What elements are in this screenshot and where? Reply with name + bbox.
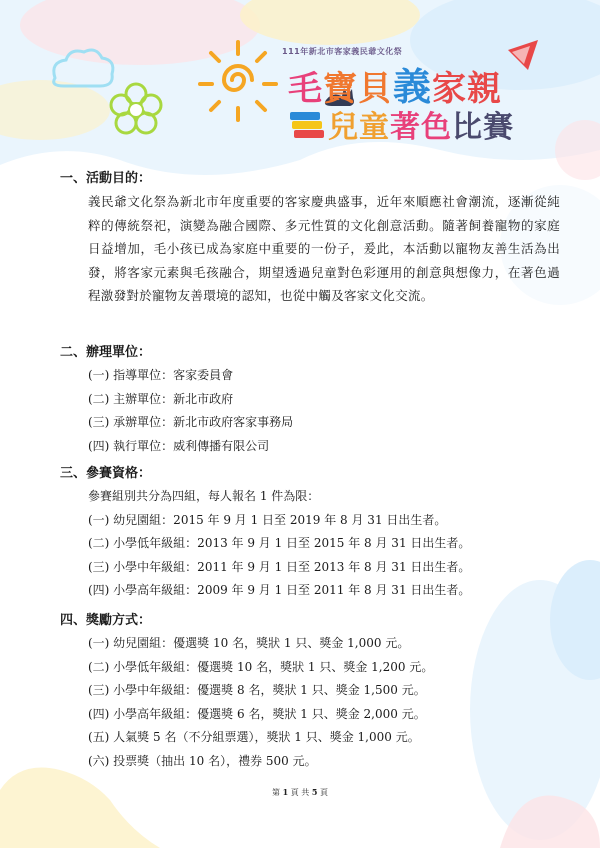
list-item: (二) 小學低年級組：優選獎 10 名，獎狀 1 只、獎金 1,200 元。	[88, 659, 434, 674]
list-item: (三) 承辦單位：新北市政府客家事務局	[88, 415, 294, 430]
section-paragraph: 義民爺文化祭為新北市年度重要的客家慶典盛事，近年來順應社會潮流，逐漸從純粹的傳統祭祀，演變為融合國際、多元性質的文化創意活動。隨著飼養寵物的家庭日益增加，毛小孩已成為家庭中重要的一份子，爰此，本活動以寵物友善生活為出發，將客家元素與毛孩融合，期望透過兒童對色彩運用的創意與想像力，在著色過程激發對於寵物友善環境的認知，也從中觸及客家文化交流。	[88, 194, 560, 304]
page-prefix: 第	[272, 788, 281, 797]
list-item: (一) 幼兒園組：2015 年 9 月 1 日至 2019 年 8 月 31 日出生者。	[88, 512, 447, 527]
list-item: (一) 幼兒園組：優選獎 10 名，獎狀 1 只、獎金 1,000 元。	[88, 636, 410, 650]
section-awards	[60, 610, 560, 774]
title-part: 著色	[390, 110, 452, 145]
list-item: (五) 人氣獎 5 名（不分組票選），獎狀 1 只、獎金 1,000 元。	[88, 730, 420, 745]
title-part: 家親	[432, 69, 503, 109]
section-heading: 三、參賽資格：	[60, 466, 152, 481]
event-title-line2	[328, 102, 514, 146]
list-item: (四) 小學高年級組：優選獎 6 名，獎狀 1 只、獎金 2,000 元。	[88, 706, 426, 721]
list-item: (四) 小學高年級組：2009 年 9 月 1 日至 2011 年 8 月 31 日出生者。	[88, 583, 471, 598]
section-purpose	[60, 168, 560, 308]
list-item: (一) 指導單位：客家委員會	[88, 368, 234, 382]
list-item: (六) 投票獎（抽出 10 名），禮券 500 元。	[88, 753, 317, 768]
title-part: 義	[393, 65, 433, 109]
list-item: (二) 小學低年級組：2013 年 9 月 1 日至 2015 年 8 月 31 日出生者。	[88, 536, 471, 551]
title-part: 毛	[288, 69, 323, 109]
section-organizers	[60, 342, 560, 458]
page-suffix: 頁	[319, 788, 328, 797]
festival-title: 111年新北市客家義民爺文化祭	[282, 47, 403, 56]
title-part: 兒童	[328, 110, 390, 145]
list-item: (三) 小學中年級組：優選獎 8 名，獎狀 1 只、獎金 1,500 元。	[88, 683, 426, 698]
section-heading: 一、活動目的：	[60, 171, 152, 186]
page-number	[0, 787, 600, 798]
page-total: 5	[311, 787, 318, 797]
section-intro: 參賽組別共分為四組，每人報名 1 件為限：	[88, 489, 320, 503]
section-heading: 二、辦理單位：	[60, 345, 152, 360]
list-item: (二) 主辦單位：新北市政府	[88, 391, 234, 406]
page-middle: 頁 共	[290, 788, 310, 797]
list-item: (三) 小學中年級組：2011 年 9 月 1 日至 2013 年 8 月 31 日出生者。	[88, 559, 471, 574]
page-current: 1	[282, 787, 289, 797]
list-item: (四) 執行單位：威利傳播有限公司	[88, 438, 270, 453]
section-heading: 四、獎勵方式：	[60, 613, 152, 628]
title-part: 比賽	[452, 110, 514, 145]
title-part: 寶貝	[323, 69, 393, 109]
section-eligibility	[60, 463, 560, 603]
